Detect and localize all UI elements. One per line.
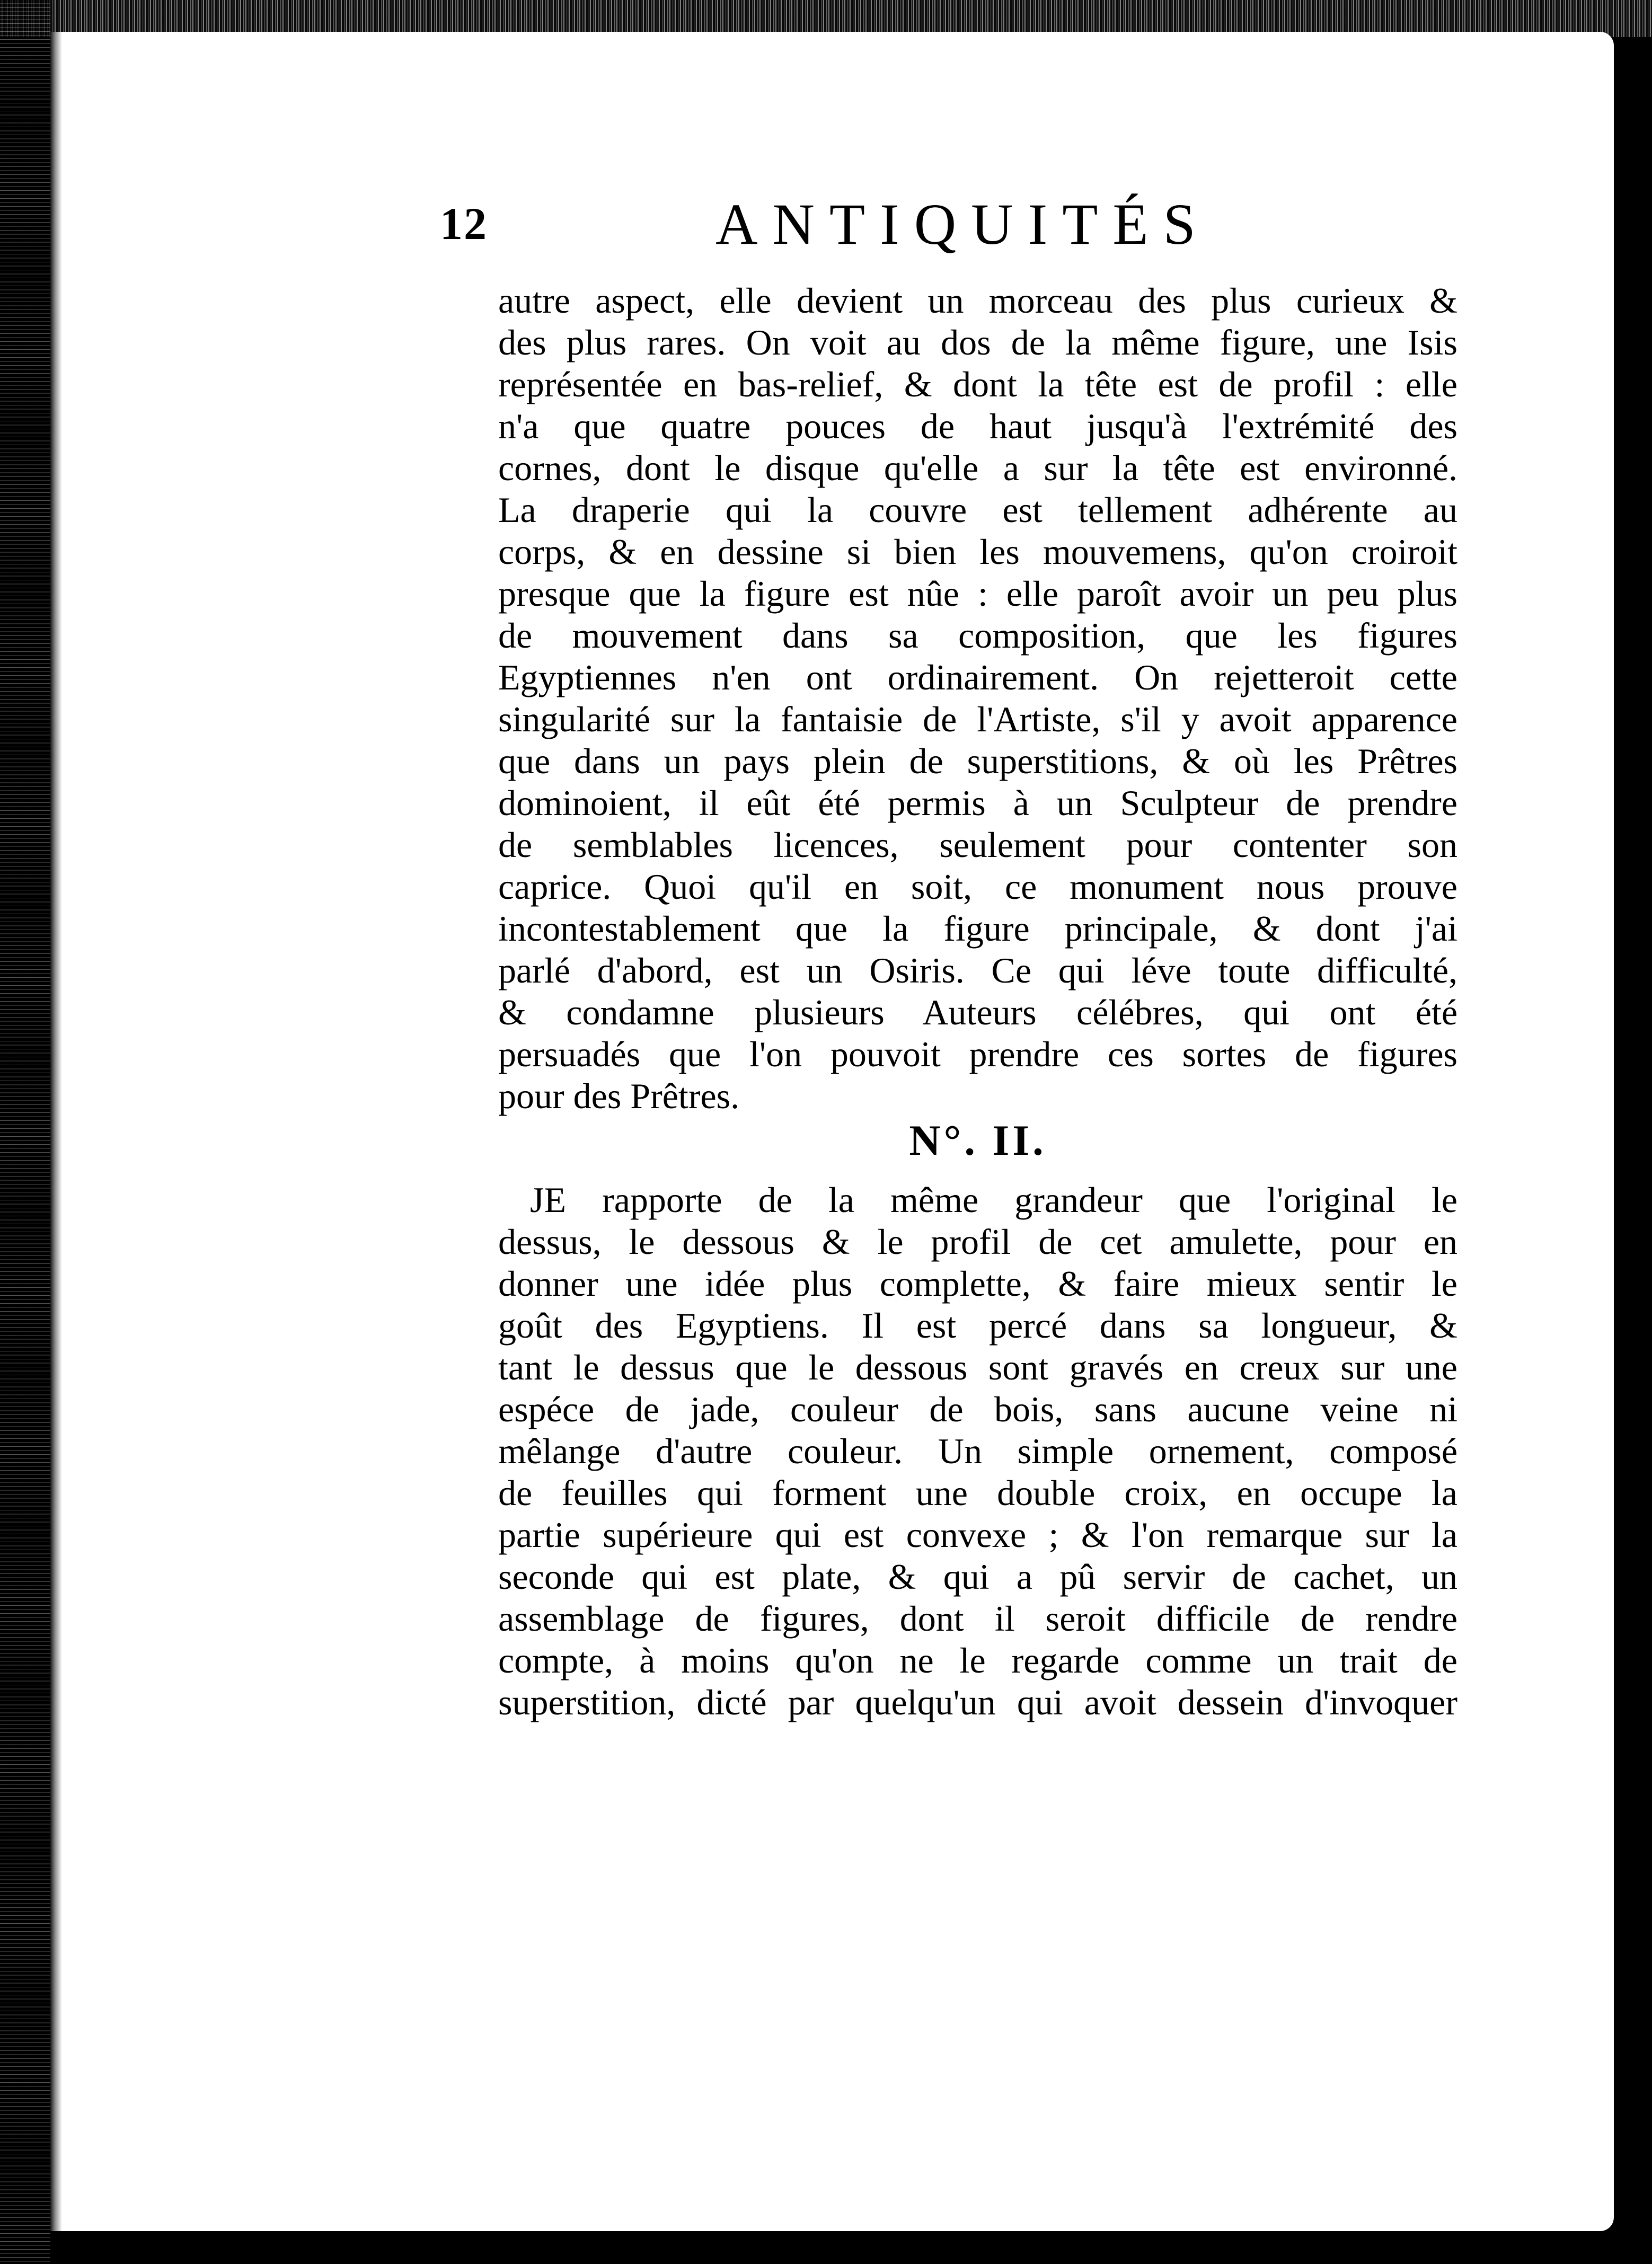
- text-line: cornes, dont le disque qu'elle a sur la tête est environné.: [498, 448, 1457, 488]
- text-line: des plus rares. On voit au dos de la même figure, une Isis: [498, 322, 1457, 362]
- text-line: de feuilles qui forment une double croix, en occupe la: [498, 1473, 1457, 1513]
- text-line: n'a que quatre pouces de haut jusqu'à l'extrémité des: [498, 406, 1457, 446]
- text-line: singularité sur la fantaisie de l'Artiste, s'il y avoit apparence: [498, 699, 1457, 739]
- text-line: La draperie qui la couvre est tellement adhérente au: [498, 490, 1457, 530]
- text-line: de mouvement dans sa composition, que les figures: [498, 615, 1457, 656]
- text-line: parlé d'abord, est un Osiris. Ce qui léve toute difficulté,: [498, 950, 1457, 990]
- text-line: représentée en bas-relief, & dont la tête est de profil : elle: [498, 364, 1457, 404]
- text-line: assemblage de figures, dont il seroit difficile de rendre: [498, 1598, 1457, 1639]
- text-line: & condamne plusieurs Auteurs célébres, qui ont été: [498, 992, 1457, 1032]
- text-line: espéce de jade, couleur de bois, sans aucune veine ni: [498, 1389, 1457, 1429]
- running-head: [440, 191, 1463, 270]
- text-line: JE rapporte de la même grandeur que l'original le: [530, 1180, 1457, 1220]
- text-line: Egyptiennes n'en ont ordinairement. On rejetteroit cette: [498, 657, 1457, 697]
- text-line: dessus, le dessous & le profil de cet amulette, pour en: [498, 1222, 1457, 1262]
- text-line: caprice. Quoi qu'il en soit, ce monument nous prouve: [498, 866, 1457, 907]
- running-title: ANTIQUITÉS: [715, 192, 1211, 257]
- text-line: seconde qui est plate, & qui a pû servir de cachet, un: [498, 1556, 1457, 1597]
- page-gutter-shadow: [50, 32, 62, 2231]
- text-line: goût des Egyptiens. Il est percé dans sa longueur, &: [498, 1305, 1457, 1346]
- text-line: mêlange d'autre couleur. Un simple ornement, composé: [498, 1431, 1457, 1471]
- text-line: partie supérieure qui est convexe ; & l'on remarque sur la: [498, 1515, 1457, 1555]
- text-line: presque que la figure est nûe : elle paroît avoir un peu plus: [498, 573, 1457, 614]
- text-line: que dans un pays plein de superstitions, & où les Prêtres: [498, 741, 1457, 781]
- text-line: pour des Prêtres.: [498, 1076, 740, 1116]
- text-line: donner une idée plus complette, & faire mieux sentir le: [498, 1263, 1457, 1304]
- paragraph-2: [498, 1179, 1457, 1723]
- text-line: dominoient, il eût été permis à un Sculpteur de prendre: [498, 783, 1457, 823]
- paragraph-1: [498, 280, 1457, 1117]
- text-line: autre aspect, elle devient un morceau des plus curieux &: [498, 280, 1457, 321]
- text-line: corps, & en dessine si bien les mouvemens, qu'on croiroit: [498, 532, 1457, 572]
- section-heading: N°. II.: [909, 1116, 1047, 1164]
- text-line: tant le dessus que le dessous sont gravés en creux sur une: [498, 1347, 1457, 1387]
- scan-left-binding: [0, 0, 50, 2264]
- text-line: compte, à moins qu'on ne le regarde comme un trait de: [498, 1640, 1457, 1681]
- page-number: 12: [440, 198, 488, 249]
- text-line: incontestablement que la figure principale, & dont j'ai: [498, 908, 1457, 949]
- text-line: de semblables licences, seulement pour contenter son: [498, 825, 1457, 865]
- text-line: superstition, dicté par quelqu'un qui avoit dessein d'invoquer: [498, 1682, 1457, 1722]
- text-line: persuadés que l'on pouvoit prendre ces sortes de figures: [498, 1034, 1457, 1074]
